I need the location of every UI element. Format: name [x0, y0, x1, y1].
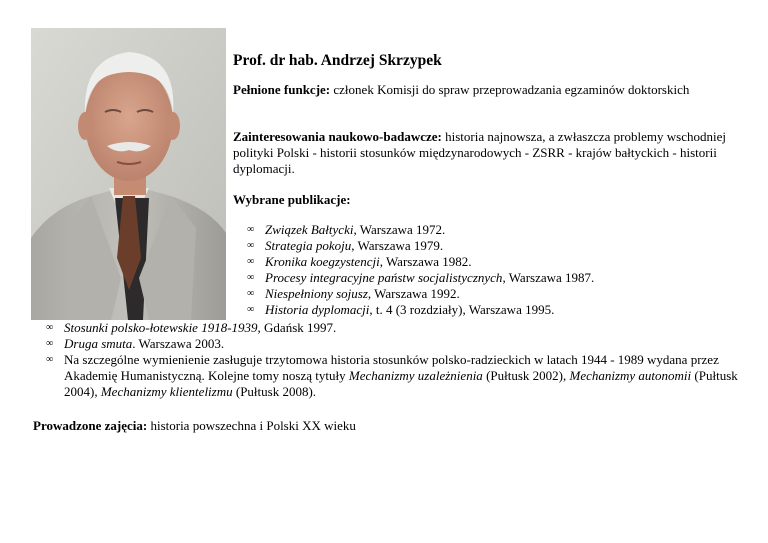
publication-title: Niespełniony sojusz: [265, 286, 368, 301]
list-item: [247, 254, 594, 270]
list-item: [46, 336, 744, 352]
infinity-bullet-icon: ∞: [247, 304, 255, 315]
classes-text: historia powszechna i Polski XX wieku: [147, 418, 356, 433]
list-item: [247, 302, 594, 318]
infinity-bullet-icon: ∞: [247, 224, 255, 235]
infinity-bullet-icon: ∞: [247, 272, 255, 283]
person-name: Prof. dr hab. Andrzej Skrzypek: [233, 52, 442, 69]
interests-label: Zainteresowania naukowo-badawcze:: [233, 129, 442, 144]
publication-title: Druga smuta: [64, 336, 133, 351]
infinity-bullet-icon: ∞: [247, 288, 255, 299]
list-item: [46, 320, 744, 336]
publication-title: Kronika koegzystencji: [265, 254, 380, 269]
classes-label: Prowadzone zajęcia:: [33, 418, 148, 433]
volume-title: Mechanizmy uzależnienia: [348, 368, 483, 383]
publication-details: , Warszawa 1979.: [351, 238, 444, 253]
special-text: Na szczególne wymienienie zasługuje trzytomowa historia stosunków polsko-radzieckich w latach 1944 - 1989 wydana przez Akademię Humanistyczną. Kolejne tomy noszą tytuły: [64, 352, 719, 383]
volume-title: Mechanizmy klientelizmu: [100, 384, 233, 399]
publication-title: Historia dyplomacji,: [265, 302, 373, 317]
infinity-bullet-icon: ∞: [46, 338, 54, 349]
publication-title: Stosunki polsko-łotewskie 1918-1939: [64, 320, 258, 335]
publication-details: , Warszawa 1992.: [367, 286, 460, 301]
list-item: [247, 222, 594, 238]
list-item: [46, 352, 744, 400]
infinity-bullet-icon: ∞: [247, 240, 255, 251]
publications-list-indented: [247, 222, 595, 318]
publication-details: t. 4 (3 rozdziały), Warszawa 1995.: [372, 302, 555, 317]
special-text: (Pułtusk 2002),: [482, 368, 570, 383]
functions-label: Pełnione funkcje:: [233, 82, 331, 97]
publication-details: . Warszawa 2003.: [132, 336, 225, 351]
list-item: [247, 286, 594, 302]
list-item: [247, 270, 595, 286]
publication-details: , Warszawa 1972.: [353, 222, 446, 237]
special-text: (Pułtusk 2004),: [64, 368, 738, 399]
classes-paragraph: [33, 418, 356, 434]
volume-title: Mechanizmy autonomii: [569, 368, 692, 383]
infinity-bullet-icon: ∞: [46, 322, 54, 333]
special-text: (Pułtusk 2008).: [232, 384, 317, 399]
publication-title: Procesy integracyjne państw socjalistycznych: [265, 270, 503, 285]
publication-title: Strategia pokoju: [265, 238, 352, 253]
publication-details: , Gdańsk 1997.: [257, 320, 337, 335]
list-item: [247, 238, 594, 254]
publication-title: Związek Bałtycki: [265, 222, 354, 237]
infinity-bullet-icon: ∞: [247, 256, 255, 267]
publications-heading: Wybrane publikacje:: [233, 192, 351, 207]
infinity-bullet-icon: ∞: [46, 354, 54, 365]
publication-details: , Warszawa 1982.: [379, 254, 472, 269]
functions-text: członek Komisji do spraw przeprowadzania egzaminów doktorskich: [330, 82, 690, 97]
interests-text: historia najnowsza, a zwłaszcza problemy wschodniej polityki Polski - historii stosunków międzynarodowych - ZSRR - krajów bałtyckich - historii dyplomacji.: [233, 129, 726, 176]
publications-list-full: [46, 320, 744, 400]
functions-paragraph: [233, 82, 703, 98]
interests-paragraph: [233, 129, 743, 177]
publication-details: , Warszawa 1987.: [502, 270, 595, 285]
portrait-photo: [31, 28, 226, 320]
